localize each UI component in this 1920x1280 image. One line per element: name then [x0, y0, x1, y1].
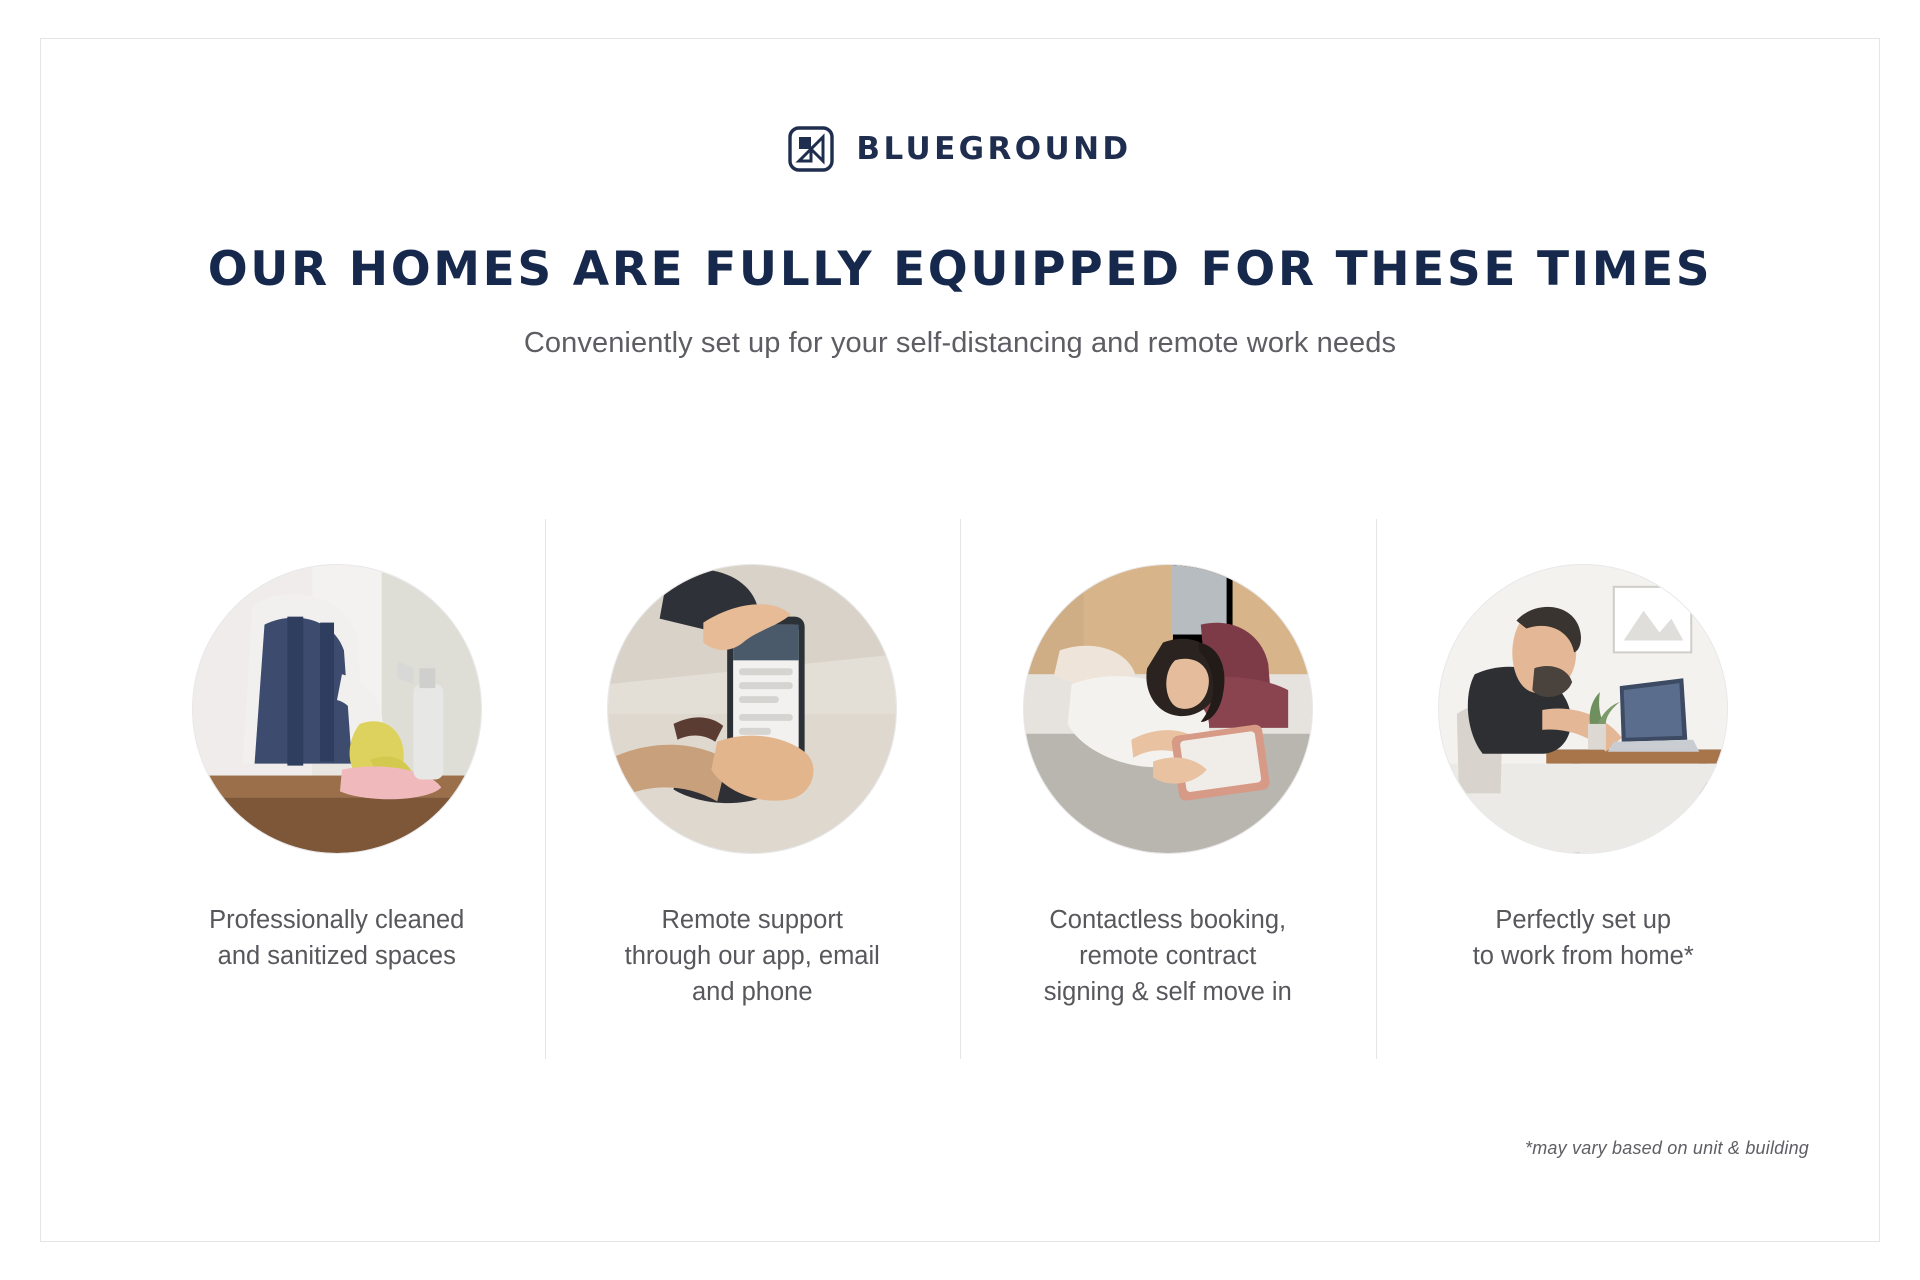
cleaning-person-photo: [192, 564, 482, 854]
feature-column-cleaning: [129, 519, 545, 1059]
page-subtitle: Conveniently set up for your self-distancing and remote work needs: [523, 327, 1397, 360]
feature-columns: [129, 519, 1791, 1059]
feature-column-work-from-home: [1376, 519, 1792, 1059]
caption-line: through our app, email: [624, 942, 880, 971]
caption-line: Professionally cleaned: [209, 906, 465, 934]
feature-caption: [209, 902, 464, 974]
hands-holding-phone-photo: [607, 564, 897, 854]
feature-caption: [1473, 902, 1694, 974]
brand-name: BLUEGROUND: [856, 130, 1132, 167]
poster-frame: [40, 38, 1880, 1242]
feature-caption: [1044, 902, 1292, 1011]
caption-line: Remote support: [661, 906, 843, 934]
caption-line: Perfectly set up: [1495, 906, 1672, 934]
woman-on-bed-with-tablet-photo: [1023, 564, 1313, 854]
caption-line: and phone: [691, 978, 813, 1007]
caption-line: remote contract: [1079, 942, 1257, 971]
man-working-at-desk-photo: [1438, 564, 1728, 854]
feature-column-remote-support: [545, 519, 961, 1059]
page-title: OUR HOMES ARE FULLY EQUIPPED FOR THESE TIMES: [207, 242, 1713, 297]
caption-line: to work from home*: [1472, 942, 1694, 971]
caption-line: signing & self move in: [1043, 978, 1292, 1007]
brand-logo: [41, 126, 1879, 172]
footnote: *may vary based on unit & building: [1525, 1138, 1809, 1158]
feature-column-contactless-booking: [960, 519, 1376, 1059]
feature-caption: [625, 902, 880, 1011]
caption-line: and sanitized spaces: [217, 942, 456, 971]
caption-line: Contactless booking,: [1049, 906, 1287, 934]
blueground-square-logo-icon: [788, 126, 834, 172]
